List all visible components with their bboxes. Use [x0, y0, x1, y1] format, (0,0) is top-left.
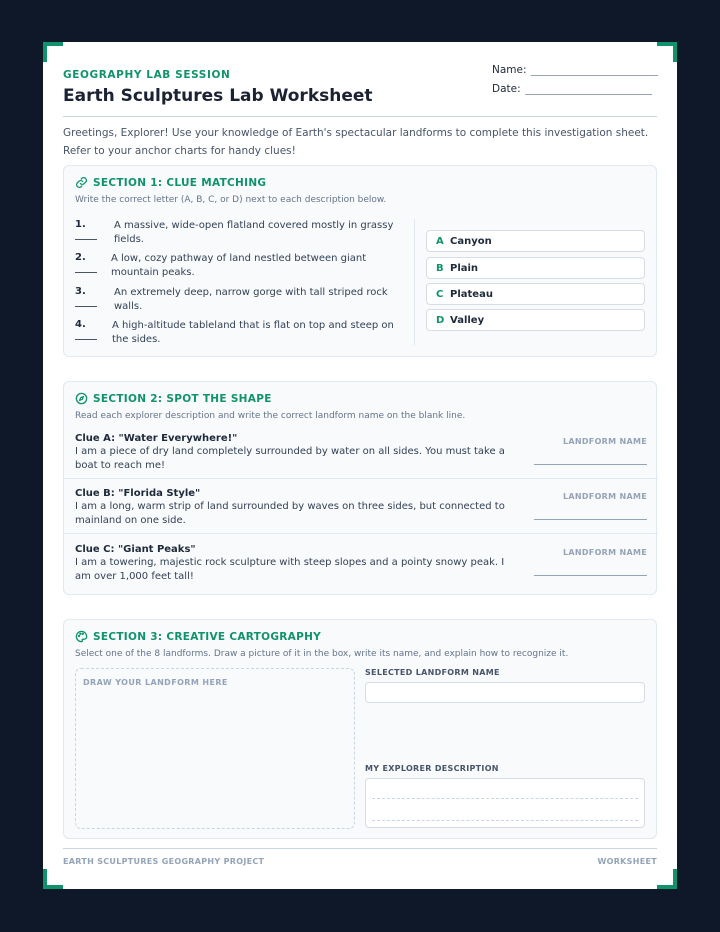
section-3-instructions: Select one of the 8 landforms. Draw a picture of it in the box, write its name, and explain how to recognize it. [75, 649, 569, 659]
date-label: Date: [492, 83, 521, 95]
option-letter: D [436, 314, 445, 326]
clue-divider [64, 478, 658, 479]
landform-name-label: LANDFORM NAME [562, 492, 647, 501]
answer-blank[interactable] [75, 239, 97, 240]
section-clue-matching [63, 165, 657, 357]
option-a [426, 230, 645, 252]
section-creative-cartography [63, 619, 657, 839]
date-blank-line[interactable] [525, 85, 652, 95]
drawing-area-label: DRAW YOUR LANDFORM HERE [83, 678, 228, 687]
section-spot-the-shape [63, 381, 657, 595]
option-label: Canyon [450, 235, 492, 247]
option-b [426, 257, 645, 279]
landform-name-input[interactable] [365, 682, 645, 703]
option-letter: B [436, 262, 444, 274]
question-text: A high-altitude tableland that is flat on top and steep on the sides. [112, 320, 394, 345]
page-eyebrow: GEOGRAPHY LAB SESSION [63, 69, 231, 81]
section-heading [75, 630, 321, 643]
answer-blank[interactable] [75, 339, 97, 340]
option-c [426, 283, 645, 305]
answer-blank[interactable] [75, 272, 97, 273]
palette-icon [75, 630, 88, 643]
clue-title: Clue B: "Florida Style" [75, 488, 201, 499]
clue-item [75, 544, 647, 583]
compass-icon [75, 392, 88, 405]
question-text: An extremely deep, narrow gorge with tall striped rock walls. [114, 287, 388, 312]
section-2-instructions: Read each explorer description and write the correct landform name on the blank line. [75, 411, 466, 421]
question-text: A massive, wide-open flatland covered mostly in grassy fields. [114, 220, 394, 245]
option-label: Plain [450, 262, 479, 274]
description-input[interactable] [365, 778, 645, 828]
intro-text: Greetings, Explorer! Use your knowledge of Earth's spectacular landforms to complete this investigation sheet. Refer to your anchor charts for handy clues! [63, 127, 649, 157]
clue-text: I am a long, warm strip of land surrounded by waves on three sides, but connected to mainland on one side. [75, 501, 505, 526]
section-1-instructions: Write the correct letter (A, B, C, or D) next to each description below. [75, 195, 387, 205]
section-heading [75, 392, 272, 405]
option-label: Valley [450, 314, 485, 326]
clue-item [75, 433, 647, 472]
name-label: Name: [492, 64, 527, 76]
page-title: Earth Sculptures Lab Worksheet [63, 86, 373, 106]
corner-accent [657, 869, 677, 889]
question-number: 2. [75, 252, 86, 263]
landform-name-label: LANDFORM NAME [562, 548, 647, 557]
section-3-title: SECTION 3: CREATIVE CARTOGRAPHY [93, 630, 322, 643]
clue-title: Clue A: "Water Everywhere!" [75, 433, 238, 444]
footer-doc-type: WORKSHEET [597, 857, 657, 866]
landform-name-label: SELECTED LANDFORM NAME [365, 668, 500, 677]
section-1-title: SECTION 1: CLUE MATCHING [93, 176, 267, 189]
name-blank-line[interactable] [531, 66, 658, 76]
landform-answer-line[interactable] [534, 519, 647, 520]
description-label: MY EXPLORER DESCRIPTION [365, 764, 499, 773]
clue-text: I am a piece of dry land completely surrounded by water on all sides. You must take a boat to reach me! [75, 446, 505, 471]
header-divider [63, 116, 657, 117]
clue-title: Clue C: "Giant Peaks" [75, 544, 196, 555]
landform-name-label: LANDFORM NAME [562, 437, 647, 446]
option-letter: C [436, 288, 444, 300]
name-field[interactable] [492, 64, 658, 76]
corner-accent [657, 42, 677, 62]
corner-accent [43, 869, 63, 889]
landform-answer-line[interactable] [534, 575, 647, 576]
drawing-area[interactable] [75, 668, 355, 829]
worksheet-page [43, 42, 677, 889]
section-heading [75, 176, 266, 189]
section-2-title: SECTION 2: SPOT THE SHAPE [93, 392, 272, 405]
date-field[interactable] [492, 83, 652, 95]
footer-divider [63, 848, 657, 849]
writing-line [372, 798, 638, 799]
option-d [426, 309, 645, 331]
question-number: 1. [75, 219, 86, 230]
landform-answer-line[interactable] [534, 464, 647, 465]
question-number: 3. [75, 286, 86, 297]
footer-project-name: EARTH SCULPTURES GEOGRAPHY PROJECT [63, 857, 265, 866]
question-text: A low, cozy pathway of land nestled between giant mountain peaks. [111, 253, 367, 278]
corner-accent [43, 42, 63, 62]
answer-blank[interactable] [75, 306, 97, 307]
clue-item [75, 488, 647, 527]
clue-text: I am a towering, majestic rock sculpture with steep slopes and a pointy snowy peak. I am over 1,000 feet tall! [75, 557, 505, 582]
option-letter: A [436, 235, 444, 247]
link-icon [75, 176, 88, 189]
clue-divider [64, 533, 658, 534]
writing-line [372, 820, 638, 821]
question-number: 4. [75, 319, 86, 330]
column-divider [414, 219, 415, 345]
option-label: Plateau [450, 288, 493, 300]
